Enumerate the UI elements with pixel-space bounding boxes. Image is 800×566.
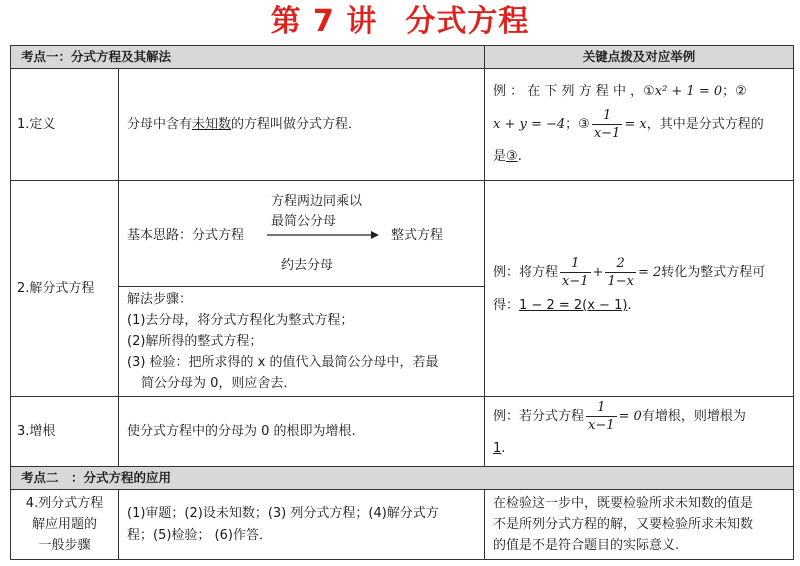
definition-keyword: 未知数 — [192, 116, 232, 132]
arrow-label-top-2: 最简公分母 — [271, 214, 337, 229]
fraction: $\frac{1}{x-1}$ — [593, 108, 621, 141]
application-label: 4.列分式方程 解应用题的 一般步骤 — [11, 490, 119, 560]
right-arrow-icon — [267, 229, 379, 241]
key-points-header: 关键点拨及对应举例 — [485, 46, 794, 69]
fraction-1: $\frac{1}{x-1}$ — [562, 256, 589, 289]
extraneous-text: 使分式方程中的分母为 0 的根即为增根. — [119, 397, 485, 467]
page-title — [0, 2, 800, 42]
fraction: $\frac{1}{x-1}$ — [588, 400, 615, 433]
solve-steps — [119, 287, 485, 397]
steps-title: 解法步骤： — [127, 292, 193, 307]
summary-table — [10, 45, 794, 560]
definition-text: 分母中含有未知数的方程叫做分式方程． — [119, 69, 485, 181]
arrow-label-top-1: 方程两边同乘以 — [271, 194, 363, 209]
solve-idea — [119, 181, 485, 287]
solve-example: 例：将方程 $\frac{1}{x-1}$ + $\frac{2}{1-x}$ = 2转化为整式方程可 得：1 − 2 = 2(x − 1). — [485, 181, 794, 397]
section-header-1: 考点一：分式方程及其解法 — [11, 46, 485, 69]
extraneous-answer: 1 — [493, 441, 502, 456]
equation-1: x² + 1 = 0 — [654, 84, 723, 99]
step-1: (1)去分母，将分式方程化为整式方程； — [127, 313, 354, 328]
step-2: (2)解所得的整式方程； — [127, 334, 263, 349]
extraneous-label: 3.增根 — [11, 397, 119, 467]
definition-example: 例 ： 在 下 列 方 程 中 ，①x² + 1 = 0；② x + y = −4；③ $\frac{1}{x-1}$ = x，其中是分式方程的 是③. — [485, 69, 794, 181]
title-topic: 分式方程 — [405, 4, 530, 39]
extraneous-example: 例：若分式方程 $\frac{1}{x-1}$ = 0有增根，则增根为 1. — [485, 397, 794, 467]
definition-answer: ③ — [506, 149, 518, 164]
idea-result: 整式方程 — [391, 228, 444, 243]
title-lesson: 第 7 讲 — [270, 4, 378, 39]
application-note: 在检验这一步中，既要检验所求未知数的值是 不是所列分式方程的解，又要检验所求未知数 的值是不是符合题目的实际意义. — [485, 490, 794, 560]
solve-label: 2.解分式方程 — [11, 181, 119, 397]
section-header-2: 考点二 ：分式方程的应用 — [11, 467, 794, 490]
solve-answer: 1 − 2 = 2(x − 1) — [519, 298, 628, 313]
step-3-cont: 简公分母为 0，则应舍去． — [141, 376, 297, 391]
equation-2: x + y = −4 — [493, 117, 566, 132]
application-steps: (1)审题；(2)设未知数；(3) 列分式方程；(4)解分式方 程；(5)检验； (6)作答． — [119, 490, 485, 560]
definition-label: 1.定义 — [11, 69, 119, 181]
fraction-2: $\frac{2}{1-x}$ — [607, 256, 634, 289]
arrow-label-bottom: 约去分母 — [281, 258, 334, 273]
idea-label: 基本思路：分式方程 — [127, 228, 245, 243]
step-3: (3) 检验：把所求得的 x 的值代入最简公分母中，若最 — [127, 355, 439, 370]
